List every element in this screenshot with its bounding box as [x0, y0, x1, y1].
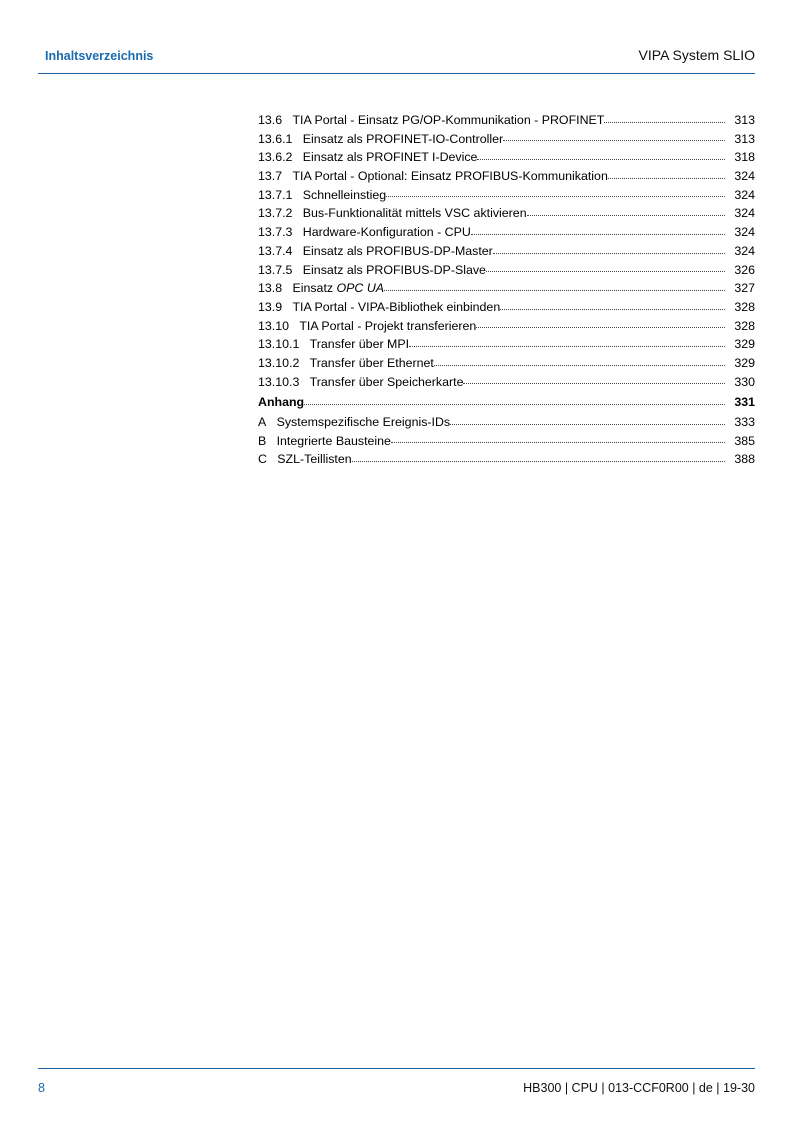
- toc-entry-number: 13.7: [258, 169, 283, 184]
- toc-entry-title: Transfer über Speicherkarte: [309, 374, 464, 389]
- page-header: [38, 47, 755, 74]
- toc-entry-number: 13.7.1: [258, 187, 293, 202]
- toc-entry-number: 13.6: [258, 113, 283, 127]
- toc-leader-dots: [503, 139, 725, 141]
- toc-leader-dots: [476, 326, 725, 328]
- footer-document-info: HB300 | CPU | 013-CCF0R00 | de | 19-30: [523, 1081, 755, 1095]
- toc-entry-number: 13.6.1: [258, 131, 293, 146]
- toc-leader-dots: [471, 233, 725, 235]
- toc-entry[interactable]: [258, 186, 755, 205]
- toc-entry-title: [292, 279, 384, 298]
- toc-entry-title-prefix: Einsatz: [292, 281, 337, 296]
- toc-entry-title: TIA Portal - Projekt transferieren: [299, 318, 477, 333]
- toc-appendix-heading[interactable]: [258, 393, 755, 412]
- toc-entry[interactable]: [258, 298, 755, 317]
- toc-entry-title: Transfer über MPI: [309, 337, 410, 352]
- footer-page-number: 8: [38, 1081, 45, 1095]
- toc-leader-dots: [434, 364, 725, 366]
- toc-leader-dots: [477, 158, 725, 160]
- toc-leader-dots: [463, 382, 725, 384]
- toc-entry[interactable]: [258, 261, 755, 280]
- toc-entry-title: Hardware-Konfiguration - CPU: [302, 225, 471, 240]
- toc-entry-number: A: [258, 415, 267, 429]
- toc-entry-title: SZL-Teillisten: [277, 452, 352, 467]
- toc-entry-page: 324: [734, 206, 755, 221]
- toc-entry-title: Integrierte Bausteine: [276, 433, 391, 448]
- table-of-contents: [258, 111, 755, 469]
- toc-entry[interactable]: [258, 130, 755, 149]
- toc-entry-title: TIA Portal - Einsatz PG/OP-Kommunikation - PROFINET: [292, 113, 605, 127]
- toc-entry-title: Einsatz als PROFINET I-Device: [302, 150, 478, 165]
- toc-entry-page: 327: [734, 281, 755, 296]
- toc-entry[interactable]: [258, 111, 755, 130]
- toc-leader-dots: [304, 403, 725, 405]
- toc-entry-number: 13.10: [258, 318, 290, 333]
- header-section-title: Inhaltsverzeichnis: [45, 49, 154, 63]
- toc-entry-number: 13.10.3: [258, 374, 300, 389]
- toc-leader-dots: [604, 121, 725, 123]
- toc-entry[interactable]: [258, 335, 755, 354]
- toc-entry-title: Einsatz als PROFIBUS-DP-Slave: [302, 262, 486, 277]
- toc-appendix-title: Anhang: [258, 395, 305, 410]
- toc-entry[interactable]: [258, 317, 755, 336]
- toc-entry-title: Einsatz als PROFIBUS-DP-Master: [302, 243, 493, 258]
- toc-entry-page: 385: [734, 433, 755, 448]
- toc-appendix-entry[interactable]: [258, 432, 755, 451]
- toc-entry-page: 326: [734, 262, 755, 277]
- toc-leader-dots: [386, 195, 725, 197]
- toc-leader-dots: [486, 270, 725, 272]
- toc-entry-number: 13.7.4: [258, 243, 293, 258]
- toc-leader-dots: [384, 289, 725, 291]
- toc-entry-page: 328: [734, 318, 755, 333]
- toc-entry-number: 13.9: [258, 299, 283, 314]
- toc-leader-dots: [608, 177, 725, 179]
- page-footer: [38, 1068, 755, 1095]
- toc-entry[interactable]: [258, 223, 755, 242]
- toc-entry[interactable]: [258, 354, 755, 373]
- toc-leader-dots: [409, 345, 725, 347]
- toc-entry-page: 330: [734, 374, 755, 389]
- toc-entry-title: TIA Portal - VIPA-Bibliothek einbinden: [292, 299, 501, 314]
- toc-entry-page: 329: [734, 337, 755, 352]
- toc-entry[interactable]: [258, 242, 755, 261]
- toc-entry-number: 13.7.5: [258, 262, 293, 277]
- toc-entry-page: 313: [734, 131, 755, 146]
- toc-entry-title: Transfer über Ethernet: [309, 355, 434, 370]
- toc-entry-number: 13.7.2: [258, 206, 293, 221]
- toc-entry-number: 13.10.2: [258, 355, 300, 370]
- toc-entry-title: Schnelleinstieg: [302, 187, 387, 202]
- toc-entry-page: 324: [734, 187, 755, 202]
- toc-entry[interactable]: [258, 204, 755, 223]
- toc-entry-title: Bus-Funktionalität mittels VSC aktivieren: [302, 206, 527, 221]
- toc-entry-page: 324: [734, 225, 755, 240]
- toc-entry-title: Systemspezifische Ereignis-IDs: [276, 415, 451, 429]
- toc-entry-page: 333: [734, 415, 755, 429]
- toc-entry-page: 313: [734, 113, 755, 127]
- toc-entry-page: 329: [734, 355, 755, 370]
- toc-entry-number: 13.7.3: [258, 225, 293, 240]
- toc-leader-dots: [493, 252, 725, 254]
- toc-entry-title: Einsatz als PROFINET-IO-Controller: [302, 131, 504, 146]
- toc-entry-page: 388: [734, 452, 755, 467]
- toc-appendix-page: 331: [734, 395, 755, 410]
- toc-entry[interactable]: [258, 373, 755, 392]
- toc-leader-dots: [352, 460, 725, 462]
- toc-entry[interactable]: [258, 279, 755, 298]
- toc-entry-title-italic: OPC UA: [336, 281, 385, 296]
- toc-entry-page: 328: [734, 299, 755, 314]
- toc-entry[interactable]: [258, 167, 755, 186]
- toc-entry-page: 318: [734, 150, 755, 165]
- toc-entry-number: B: [258, 433, 267, 448]
- toc-entry-page: 324: [734, 169, 755, 184]
- toc-entry-title: TIA Portal - Optional: Einsatz PROFIBUS-Kommunikation: [292, 169, 608, 184]
- toc-entry-number: 13.8: [258, 281, 283, 296]
- toc-leader-dots: [450, 423, 725, 425]
- toc-entry-page: 324: [734, 243, 755, 258]
- toc-leader-dots: [527, 214, 725, 216]
- toc-entry[interactable]: [258, 148, 755, 167]
- toc-appendix-entry[interactable]: [258, 450, 755, 469]
- header-product-name: VIPA System SLIO: [638, 47, 755, 63]
- toc-entry-number: C: [258, 452, 267, 467]
- toc-appendix-entry[interactable]: [258, 413, 755, 432]
- toc-entry-number: 13.6.2: [258, 150, 293, 165]
- toc-leader-dots: [391, 441, 725, 443]
- toc-leader-dots: [500, 308, 725, 310]
- toc-entry-number: 13.10.1: [258, 337, 300, 352]
